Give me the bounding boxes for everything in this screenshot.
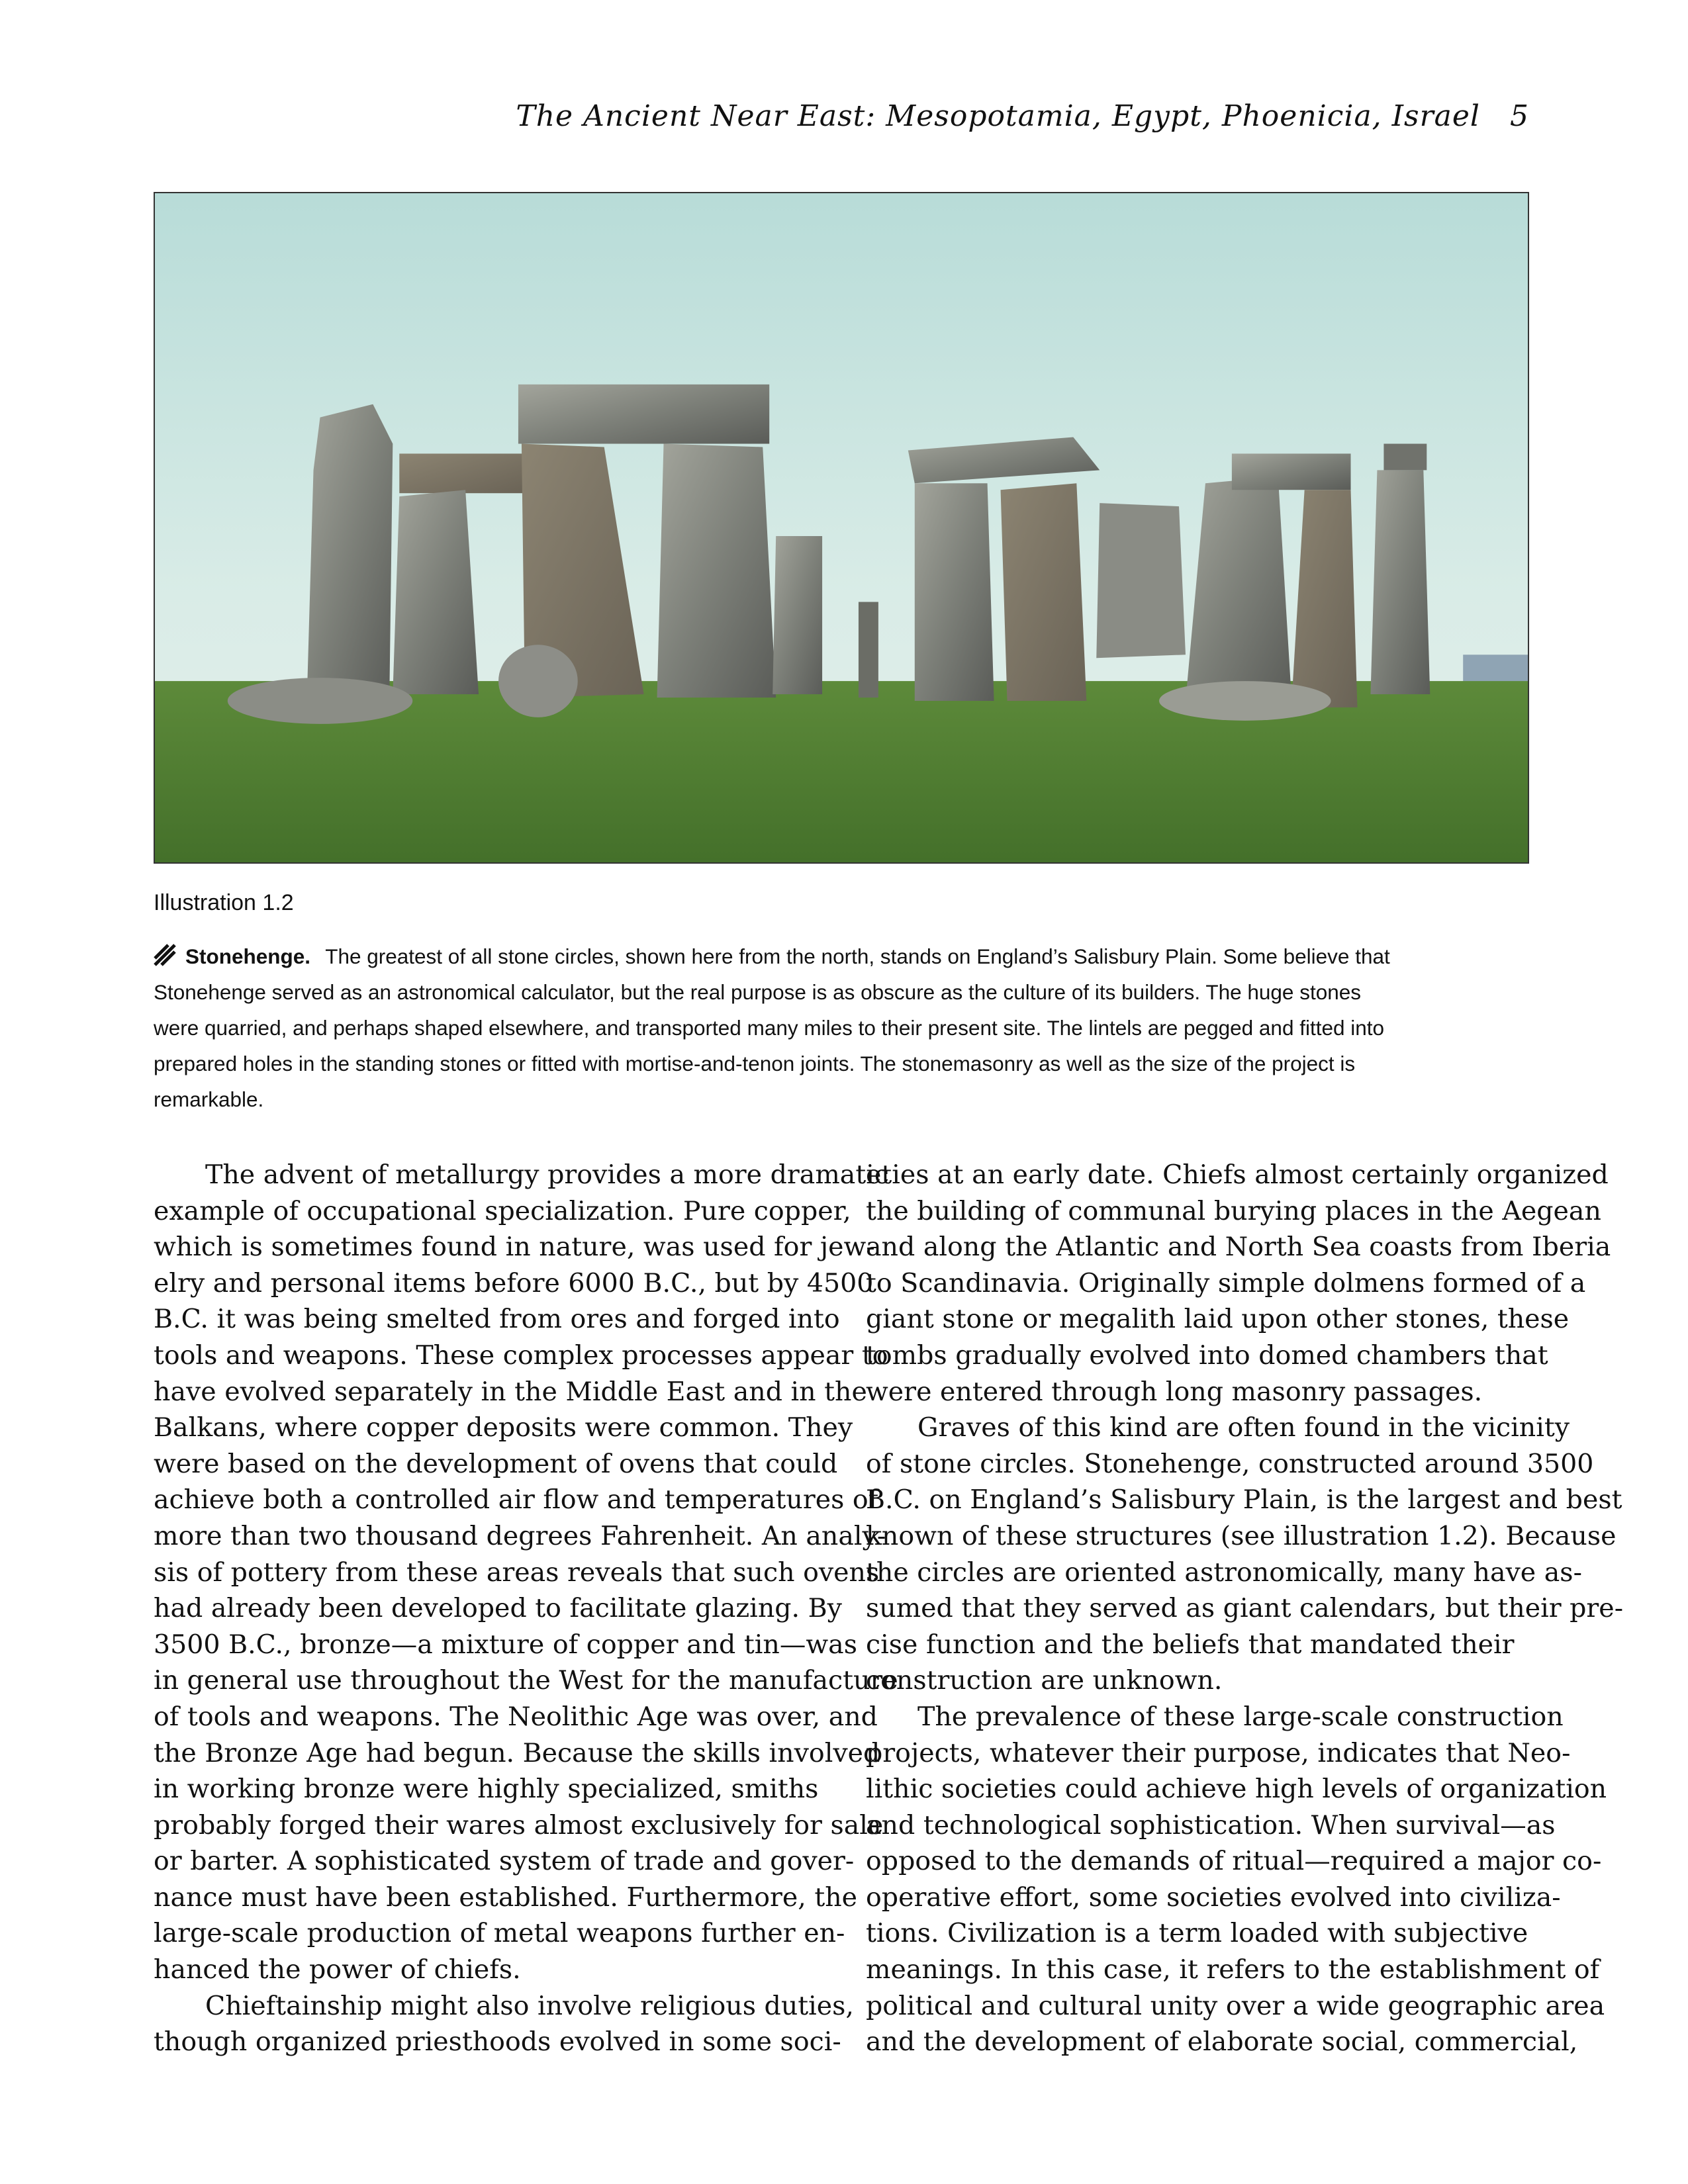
stonehenge-photo [154,192,1529,864]
caption-line: prepared holes in the standing stones or fitted with mortise-and-tenon joints. The stonemasonry as well as the size of the project is [154,1052,1356,1075]
text-line: sis of pottery from these areas reveals that such ovens [154,1557,880,1588]
caption-line [154,938,1529,974]
caption-line: were quarried, and perhaps shaped elsewhere, and transported many miles to their present site. The lintels are pegged and fitted into [154,1016,1385,1040]
text-line: to Scandinavia. Originally simple dolmens formed of a [866,1267,1586,1298]
body-column-right [866,1157,1624,2060]
text-line: meanings. In this case, it refers to the establishment of [866,1954,1600,1985]
text-line: political and cultural unity over a wide geographic area [866,1990,1605,2021]
text-line: sumed that they served as giant calendars, but their pre- [866,1593,1624,1624]
text-line: large-scale production of metal weapons further en- [154,1918,845,1949]
text-line: and technological sophistication. When survival—as [866,1809,1556,1841]
caption-line: Stonehenge served as an astronomical calculator, but the real purpose is as obscure as the culture of its builders. The huge stones [154,980,1362,1004]
text-line: of tools and weapons. The Neolithic Age was over, and [154,1701,878,1732]
text-line: opposed to the demands of ritual—required a major co- [866,1846,1602,1877]
text-line: eties at an early date. Chiefs almost certainly organized [866,1160,1609,1190]
text-line: were entered through long masonry passages. [866,1376,1483,1407]
hatched-square-icon [154,944,176,966]
text-line: of stone circles. Stonehenge, constructed around 3500 [866,1448,1594,1479]
text-line: The advent of metallurgy provides a more dramatic [205,1160,889,1190]
text-line: The prevalence of these large-scale construction [917,1701,1564,1732]
caption-text: The greatest of all stone circles, shown here from the north, stands on England’s Salisbury Plain. Some believe that [320,944,1390,968]
text-line: hanced the power of chiefs. [154,1954,521,1985]
text-line: which is sometimes found in nature, was used for jew- [154,1232,875,1263]
text-line: probably forged their wares almost exclusively for sale [154,1809,884,1841]
illustration-label: Illustration 1.2 [154,890,294,915]
text-line: cise function and the beliefs that mandated their [866,1629,1515,1660]
caption-title: Stonehenge. [185,944,311,968]
text-line: known of these structures (see illustration 1.2). Because [866,1520,1617,1551]
text-line: more than two thousand degrees Fahrenheit. An analy- [154,1520,886,1551]
text-line: were based on the development of ovens that could [154,1448,838,1479]
running-head [516,99,1529,133]
text-line: or barter. A sophisticated system of trade and gover- [154,1846,855,1877]
text-line: though organized priesthoods evolved in some soci- [154,2026,841,2058]
caption-line: remarkable. [154,1087,264,1111]
stonehenge-illustration [155,193,1528,862]
text-line: projects, whatever their purpose, indicates that Neo- [866,1737,1571,1768]
text-line: tions. Civilization is a term loaded with subjective [866,1918,1528,1949]
text-line: in working bronze were highly specialized, smiths [154,1774,819,1805]
text-line: the circles are oriented astronomically, many have as- [866,1557,1582,1588]
body-column-left [154,1157,898,2060]
text-line: giant stone or megalith laid upon other stones, these [866,1304,1570,1335]
text-line: tools and weapons. These complex processes appear to [154,1340,888,1371]
text-line: Chieftainship might also involve religious duties, [205,1990,854,2021]
text-line: in general use throughout the West for the manufacture [154,1665,898,1696]
running-title: The Ancient Near East: Mesopotamia, Egypt, Phoenicia, Israel [516,99,1480,133]
page-number: 5 [1510,99,1529,133]
text-line: and the development of elaborate social, commercial, [866,2026,1578,2058]
text-line: tombs gradually evolved into domed chambers that [866,1340,1548,1371]
text-line: and along the Atlantic and North Sea coasts from Iberia [866,1232,1611,1263]
text-line: lithic societies could achieve high levels of organization [866,1774,1607,1805]
text-line: Balkans, where copper deposits were common. They [154,1412,853,1443]
text-line: the Bronze Age had begun. Because the skills involved [154,1737,880,1768]
figure-caption [154,938,1529,1117]
text-line: B.C. on England’s Salisbury Plain, is the largest and best [866,1484,1622,1516]
text-line: elry and personal items before 6000 B.C., but by 4500 [154,1267,874,1298]
text-line: Graves of this kind are often found in the vicinity [917,1412,1570,1443]
text-line: construction are unknown. [866,1665,1223,1696]
text-line: operative effort, some societies evolved into civiliza- [866,1882,1561,1913]
text-line: 3500 B.C., bronze—a mixture of copper and tin—was [154,1629,857,1660]
text-line: have evolved separately in the Middle East and in the [154,1376,867,1407]
text-line: had already been developed to facilitate glazing. By [154,1593,842,1624]
text-line: B.C. it was being smelted from ores and forged into [154,1304,840,1335]
text-line: achieve both a controlled air flow and temperatures of [154,1484,878,1516]
text-line: nance must have been established. Furthermore, the [154,1882,858,1913]
text-line: the building of communal burying places in the Aegean [866,1195,1601,1226]
text-line: example of occupational specialization. Pure copper, [154,1195,851,1226]
